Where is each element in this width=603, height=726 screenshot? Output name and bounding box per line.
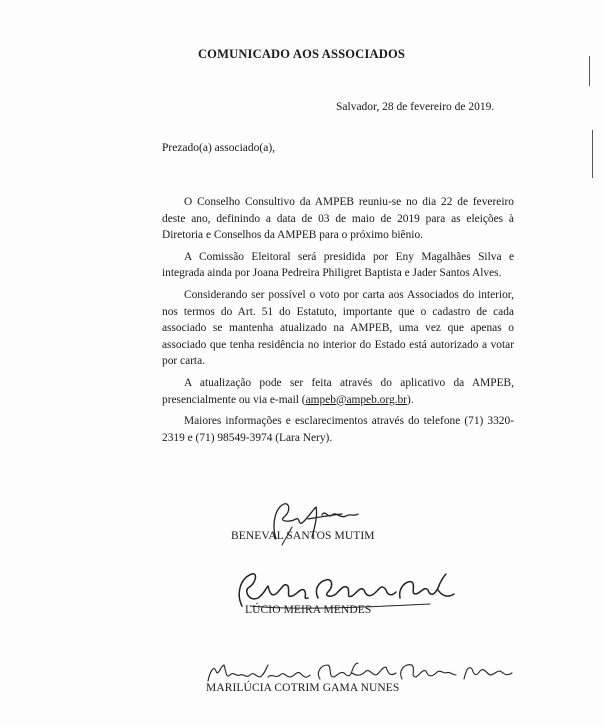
place-date: Salvador, 28 de fevereiro de 2019.: [336, 101, 495, 113]
email-link[interactable]: ampeb@ampeb.org.br: [305, 393, 407, 406]
salutation: Prezado(a) associado(a),: [162, 142, 276, 154]
paragraph-vote-by-mail: Considerando ser possível o voto por carta aos Associados do interior, nos termos do Art. 51 do Estatuto, importante que o cadastro de cada associado se mantenha atualizado na AMPEB, uma vez que apenas o associado que tenha residência no interior do Estado está autorizado a votar por carta.: [162, 288, 514, 368]
paragraph-electoral-commission: A Comissão Eleitoral será presidida por Eny Magalhães Silva e integrada ainda por Joana Pedreira Philigret Baptista e Jader Santos Alves.: [162, 250, 514, 280]
update-info-closing: ).: [406, 393, 414, 406]
update-info-text: A atualização pode ser feita através do aplicativo da AMPEB, presencialmente ou via e-mail (: [162, 376, 514, 406]
paragraph-update-info: [162, 375, 514, 408]
signatory-beneval: BENEVAL SANTOS MUTIM: [231, 530, 375, 542]
letter-body: [162, 194, 514, 451]
margin-mark-bottom: [592, 130, 593, 178]
signatory-lucio: LÚCIO MEIRA MENDES: [245, 604, 372, 616]
signatory-marilucia: MARILÚCIA COTRIM GAMA NUNES: [206, 682, 400, 694]
document-title: COMUNICADO AOS ASSOCIADOS: [197, 47, 406, 61]
paragraph-contact: Maiores informações e esclarecimentos através do telefone (71) 3320-2319 e (71) 98549-3974 (Lara Nery).: [162, 415, 514, 444]
paragraph-election-date: O Conselho Consultivo da AMPEB reuniu-se no dia 22 de fevereiro deste ano, definindo a data de 03 de maio de 2019 para as eleições à Diretoria e Conselhos da AMPEB para o próximo biênio.: [162, 196, 514, 242]
